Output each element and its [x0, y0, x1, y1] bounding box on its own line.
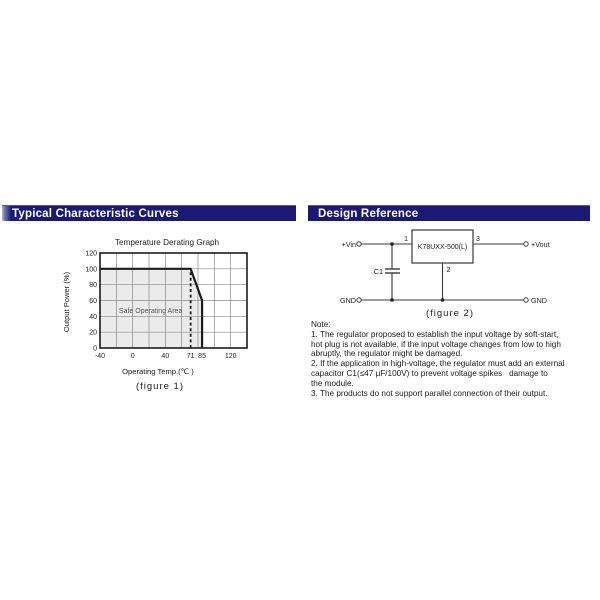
figure2-caption: (figure 2): [425, 308, 475, 319]
note-line: 1. The regulator proposed to establish the input voltage by soft-start,: [311, 329, 559, 339]
gnd-left-label: GND: [340, 296, 356, 305]
pin3-label: 3: [476, 236, 480, 243]
terminal-vin: [357, 242, 361, 246]
note-line: 2. If the application in high-voltage, the regulator must add an external: [311, 359, 565, 369]
y-tick-label: 100: [85, 266, 97, 274]
pin2-label: 2: [446, 267, 451, 274]
x-tick-label: 120: [224, 353, 237, 360]
safe-operating-area-label: Safe Operating Area: [118, 308, 183, 316]
note-line: capacitor C1(≤47 μF/100V) to prevent voltage spikes damage to: [311, 368, 548, 378]
x-tick-label: 71: [186, 353, 195, 360]
note-line: hot plug is not available, if the input voltage changes from low to high: [311, 339, 561, 349]
terminal-gnd-right: [524, 298, 528, 302]
regulator-label: K78UXX-500(L): [417, 244, 468, 251]
y-tick-label: 60: [89, 298, 97, 305]
vout-label: +Vout: [531, 240, 550, 249]
design-reference-circuit: [330, 222, 600, 324]
section-header-typical-characteristic-curves: Typical Characteristic Curves: [2, 205, 296, 221]
y-axis-label: Output Power (%): [62, 271, 71, 333]
vin-label: +Vin: [341, 240, 356, 249]
temperature-derating-graph: [55, 228, 290, 398]
x-tick-label: 85: [198, 353, 206, 360]
note-title: Note:: [311, 320, 331, 329]
x-tick-label: 0: [130, 353, 135, 360]
figure1-caption: (figure 1): [135, 381, 185, 392]
chart-title: Temperature Derating Graph: [114, 238, 220, 247]
terminal-vout: [524, 242, 528, 246]
x-axis-label: Operating Temp.(℃ ): [122, 367, 194, 376]
chart-plot-area: [85, 251, 247, 361]
section-header-design-reference: Design Reference: [308, 205, 590, 221]
note-line: 3. The products do not support parallel connection of their output.: [311, 388, 548, 398]
note-line: abruptly, the regulator might be damaged.: [311, 349, 463, 359]
y-tick-label: 0: [93, 345, 97, 353]
y-tick-label: 20: [89, 329, 97, 337]
junction-dot: [390, 298, 394, 302]
pin1-label: 1: [404, 236, 408, 243]
gnd-right-label: GND: [531, 296, 547, 305]
y-tick-label: 80: [89, 282, 97, 290]
junction-dot: [390, 242, 394, 246]
x-tick-label: 40: [161, 353, 170, 360]
y-tick-label: 120: [85, 250, 97, 258]
terminal-gnd-left: [357, 298, 361, 302]
capacitor-c1-label: C1: [373, 267, 383, 276]
junction-dot: [441, 298, 445, 302]
y-tick-label: 40: [89, 313, 97, 321]
note-line: the module.: [311, 378, 354, 388]
x-tick-label: -40: [94, 353, 106, 360]
note-block: [311, 320, 597, 398]
